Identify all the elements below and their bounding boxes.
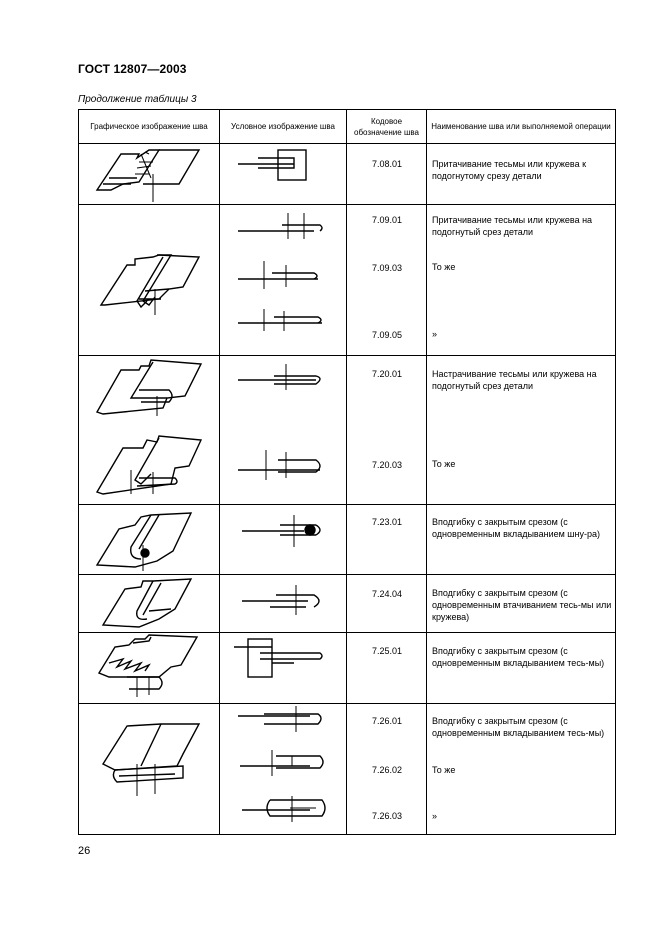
seam-code: 7.20.01: [371, 369, 403, 379]
seam-drawing: [79, 505, 220, 575]
table-row: [79, 704, 616, 835]
seam-description: То же: [432, 459, 456, 469]
seam-code: 7.23.01: [371, 517, 403, 527]
seam-drawing: [79, 144, 220, 205]
seam-code: 7.25.01: [371, 646, 403, 656]
seam-description: Вподгибку с закрытым срезом (с одновременным втачиванием тесь-мы или кружева): [432, 588, 612, 622]
seam-symbol: [220, 356, 347, 505]
seam-graphic: [79, 356, 220, 505]
seam-symbol-drawing: [220, 144, 347, 205]
seam-code: 7.09.05: [371, 330, 403, 340]
seam-code: 7.20.03: [371, 460, 403, 470]
seam-graphic: [79, 633, 220, 704]
table-row: [79, 205, 616, 356]
seam-description: Притачивание тесьмы или кружева к подогнутому срезу детали: [432, 159, 587, 181]
seam-graphic: [79, 144, 220, 205]
seam-drawing: [79, 704, 220, 835]
seam-symbol-drawing: [220, 575, 347, 633]
seam-symbol: [220, 575, 347, 633]
table-header-row: [79, 110, 616, 144]
seam-code: 7.26.02: [371, 765, 403, 775]
table-row: [79, 633, 616, 704]
seam-description: То же: [432, 765, 456, 775]
seam-description: Вподгибку с закрытым срезом (с одновременным вкладыванием тесь-мы): [432, 716, 605, 738]
table-row: [79, 356, 616, 505]
table-row: [79, 505, 616, 575]
table-row: [79, 144, 616, 205]
seam-symbol: [220, 144, 347, 205]
seam-table: [78, 109, 616, 835]
seam-graphic: [79, 505, 220, 575]
seam-graphic: [79, 704, 220, 835]
seam-description: Вподгибку с закрытым срезом (с одновременным вкладыванием шну-ра): [432, 517, 600, 539]
seam-symbol: [220, 633, 347, 704]
seam-drawing: [79, 356, 220, 505]
seam-drawing: [79, 205, 220, 356]
seam-graphic: [79, 575, 220, 633]
seam-code: 7.08.01: [371, 159, 403, 169]
seam-drawing: [79, 633, 220, 704]
seam-symbol-drawing: [220, 505, 347, 575]
seam-description: »: [432, 811, 438, 821]
column-header-symbol: Условное изображение шва: [220, 110, 347, 144]
seam-description: То же: [432, 262, 456, 272]
seam-code: 7.26.03: [371, 811, 403, 821]
column-header-graphic: Графическое изображение шва: [79, 110, 220, 144]
seam-symbol-drawing: [220, 205, 347, 356]
seam-code: 7.09.03: [371, 263, 403, 273]
column-header-code: Кодовое обозначение шва: [347, 110, 427, 144]
document-title: ГОСТ 12807—2003: [78, 62, 187, 76]
seam-description: Притачивание тесьмы или кружева на подогнутый срез детали: [432, 215, 593, 237]
page-number: 26: [78, 845, 91, 857]
seam-description: »: [432, 329, 438, 339]
seam-drawing: [79, 575, 220, 633]
seam-code: 7.24.04: [371, 589, 403, 599]
seam-symbol-drawing: [220, 704, 347, 835]
table-row: [79, 575, 616, 633]
seam-code: 7.09.01: [371, 215, 403, 225]
table-caption: Продолжение таблицы 3: [78, 94, 197, 105]
seam-symbol: [220, 505, 347, 575]
column-header-name: Наименование шва или выполняемой операции: [427, 110, 616, 144]
seam-description: Настрачивание тесьмы или кружева на подогнутый срез детали: [432, 369, 597, 391]
seam-code: 7.26.01: [371, 716, 403, 726]
seam-description: Вподгибку с закрытым срезом (с одновременным вкладыванием тесь-мы): [432, 646, 605, 668]
seam-symbol: [220, 205, 347, 356]
seam-graphic: [79, 205, 220, 356]
seam-symbol-drawing: [220, 356, 347, 505]
seam-symbol-drawing: [220, 633, 347, 704]
seam-symbol: [220, 704, 347, 835]
